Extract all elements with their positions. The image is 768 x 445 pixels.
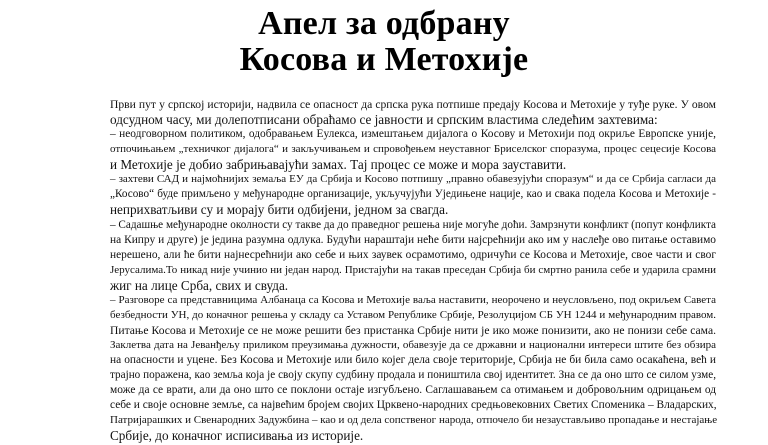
body-line: неприхватљиви су и морају бити одбијени, једном за свагда. (110, 202, 449, 217)
body-line: – Разговоре са представницима Албанаца са Косова и Метохије ваља наставити, неорочено и неусловљено, под окриљем Савета (110, 294, 716, 306)
body-line: отпочињањем „техничког дијалога“ и закључивањем и спровођењем неуставног Бриселског споразума, процес сецесије Косова (110, 143, 716, 155)
body-line: себе и своје основне земље, са највећим бројем својих Црквено-народних средњовековних Светих Споменика – Владарских, (110, 399, 717, 411)
body-line: – неодговорном политиком, одобравањем Еулекса, измештањем дијалога о Косову и Метохији под окриље Европске уније, (110, 128, 716, 140)
body-line: Србије, до коначног исписивања из историје. (110, 428, 364, 443)
body-line: на Кипру и друге) је једина разумна одлука. Будући нараштаји неће бити најсрећнији ако им у наслеђе ово питање оставимо (110, 234, 716, 246)
body-line: Први пут у српској историји, надвила се опасност да српска рука потпише предају Косова и Метохије у туђе руке. У овом (110, 98, 716, 111)
body-line: одсудном часу, ми долепотписани обраћамо се јавности и српским властима следећим захтевима: (110, 112, 658, 127)
body-line: – захтеви САД и најмоћнијих земаља ЕУ да Србија и Косово потпишу „правно обавезујући споразум“ и да се Србија сагласи да (110, 173, 716, 185)
body-line: и Метохије је добио забрињавајући замах. Тај процес се може и мора зауставити. (110, 157, 567, 172)
document-title-line-2: Косова и Метохије (239, 41, 529, 78)
body-line: на опасности и уцене. Без Косова и Метохије или било којег дела своје територије, Србија не би била само осакаћена, већ и (110, 354, 716, 366)
body-line: безбедности УН, до коначног решења у складу са Уставом Републике Србије, Резолуцијом СБ УН 1244 и међународним правом. (110, 309, 716, 321)
body-line: Јерусалима.То никад није учинио ни један народ. Пристајући на такав преседан Србија би смртно ранила себе и ударила срамни (110, 264, 716, 276)
body-line: Патријарашких и Свенародних Задужбина – као и од дела сопственог народа, отпочело би незаустављиво пропадање и нестајање (110, 414, 718, 426)
document-title-line-1: Апел за одбрану (258, 5, 510, 42)
body-line: – Садашње међународне околности су такве да до праведног решења није могуће доћи. Замрзнути конфликт (попут конфликта (110, 219, 716, 231)
body-line: „Косово“ буде примљено у међународне организације, укључујући Уједињене нације, као и свака подела Косова и Метохије - (110, 188, 716, 200)
body-line: Заклетва дата на Јеванђељу приликом преузимања дужности, обавезује да се државни и национални интереси штите без обзира (110, 339, 716, 351)
body-line: нерешено, али ће бити најнесрећнији ако себе и њих заувек осрамотимо, одричући се Косова и Метохије, свое части и свог (110, 249, 716, 261)
body-line: може да се врати, али да оно што се поклони остаје изгубљено. Саглашавањем са отимањем и добровољним одрицањем од (110, 384, 716, 396)
body-line: жиг на лице Срба, свих и свуда. (110, 278, 289, 293)
body-line: трајно поражена, као земља која је своју скупу судбину продала и поништила свој идентитет. Зна се да оно што се силом узме, (110, 369, 716, 381)
body-line: Питање Косова и Метохије се не може решити без пристанка Србије нити је ико може понизити, ако не понизи себе сама. (110, 324, 716, 337)
